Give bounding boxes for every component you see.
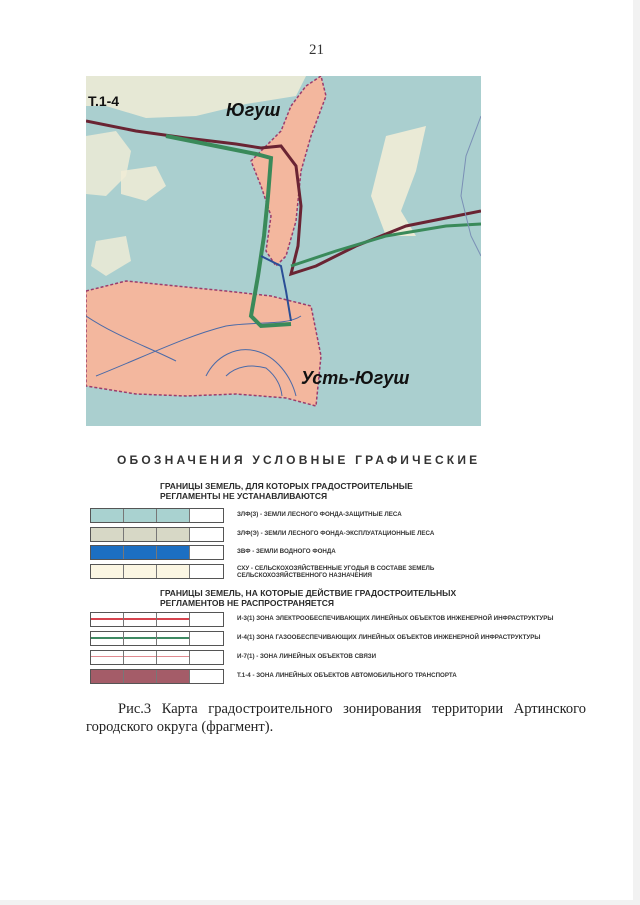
legend-swatch bbox=[90, 669, 224, 684]
map-label-ust-yugush: Усть-Югуш bbox=[301, 368, 410, 388]
legend-label: ЗЛФ(Э) - ЗЕМЛИ ЛЕСНОГО ФОНДА-ЭКСПЛУАТАЦИОННЫЕ ЛЕСА bbox=[237, 530, 435, 537]
legend-swatch bbox=[90, 545, 224, 560]
legend-item-shu bbox=[90, 564, 550, 579]
legend-label-line2: СЕЛЬСКОХОЗЯЙСТВЕННОГО НАЗНАЧЕНИЯ bbox=[237, 572, 372, 579]
legend-swatch bbox=[90, 631, 224, 646]
legend-item-i7 bbox=[90, 650, 550, 665]
figure-caption: Рис.3 Карта градостроительного зонирования территории Артинского городского округа (фрагмент). bbox=[86, 701, 586, 735]
legend-section1-heading bbox=[160, 481, 480, 501]
legend-label: Т.1-4 - ЗОНА ЛИНЕЙНЫХ ОБЪЕКТОВ АВТОМОБИЛЬНОГО ТРАНСПОРТА bbox=[237, 672, 457, 679]
legend-label: ЗВФ - ЗЕМЛИ ВОДНОГО ФОНДА bbox=[237, 548, 336, 555]
legend-section2-heading bbox=[160, 588, 480, 608]
legend-item-t14 bbox=[90, 669, 550, 684]
legend-section1-heading-line1: ГРАНИЦЫ ЗЕМЕЛЬ, ДЛЯ КОТОРЫХ ГРАДОСТРОИТЕЛЬНЫЕ bbox=[160, 481, 413, 491]
legend-item-zlf-z bbox=[90, 508, 550, 523]
legend-item-zlf-e bbox=[90, 527, 550, 542]
legend-label: И-4(1) ЗОНА ГАЗООБЕСПЕЧИВАЮЩИХ ЛИНЕЙНЫХ ОБЪЕКТОВ ИНЖЕНЕРНОЙ ИНФРАСТРУКТУРЫ bbox=[237, 634, 541, 641]
legend-label: И-3(1) ЗОНА ЭЛЕКТРООБЕСПЕЧИВАЮЩИХ ЛИНЕЙНЫХ ОБЪЕКТОВ ИНЖЕНЕРНОЙ ИНФРАСТРУКТУРЫ bbox=[237, 615, 554, 622]
legend-label bbox=[237, 565, 557, 579]
page-number: 21 bbox=[309, 42, 324, 58]
legend-label: ЗЛФ(З) - ЗЕМЛИ ЛЕСНОГО ФОНДА-ЗАЩИТНЫЕ ЛЕСА bbox=[237, 511, 402, 518]
legend-label-line1: СХУ - СЕЛЬСКОХОЗЯЙСТВЕННЫЕ УГОДЬЯ В СОСТАВЕ ЗЕМЕЛЬ bbox=[237, 565, 435, 572]
legend-section1-heading-line2: РЕГЛАМЕНТЫ НЕ УСТАНАВЛИВАЮТСЯ bbox=[160, 491, 328, 501]
zoning-map bbox=[86, 76, 481, 426]
legend-label: И-7(1) - ЗОНА ЛИНЕЙНЫХ ОБЪЕКТОВ СВЯЗИ bbox=[237, 653, 377, 660]
legend-swatch bbox=[90, 508, 224, 523]
legend-swatch bbox=[90, 650, 224, 665]
legend-item-zvf bbox=[90, 545, 550, 560]
map-graphic bbox=[86, 76, 481, 426]
map-label-yugush: Югуш bbox=[226, 100, 281, 120]
legend-title: ОБОЗНАЧЕНИЯ УСЛОВНЫЕ ГРАФИЧЕСКИЕ bbox=[117, 453, 481, 467]
legend-swatch bbox=[90, 527, 224, 542]
map-label-t14: Т.1-4 bbox=[88, 93, 120, 109]
legend-section2-heading-line1: ГРАНИЦЫ ЗЕМЕЛЬ, НА КОТОРЫЕ ДЕЙСТВИЕ ГРАДОСТРОИТЕЛЬНЫХ bbox=[160, 588, 457, 598]
legend-item-i3 bbox=[90, 612, 554, 627]
legend-swatch bbox=[90, 564, 224, 579]
legend-item-i4 bbox=[90, 631, 550, 646]
settlement-ust-yugush bbox=[86, 281, 321, 406]
legend-swatch bbox=[90, 612, 224, 627]
legend-section2-heading-line2: РЕГЛАМЕНТОВ НЕ РАСПРОСТРАНЯЕТСЯ bbox=[160, 598, 335, 608]
